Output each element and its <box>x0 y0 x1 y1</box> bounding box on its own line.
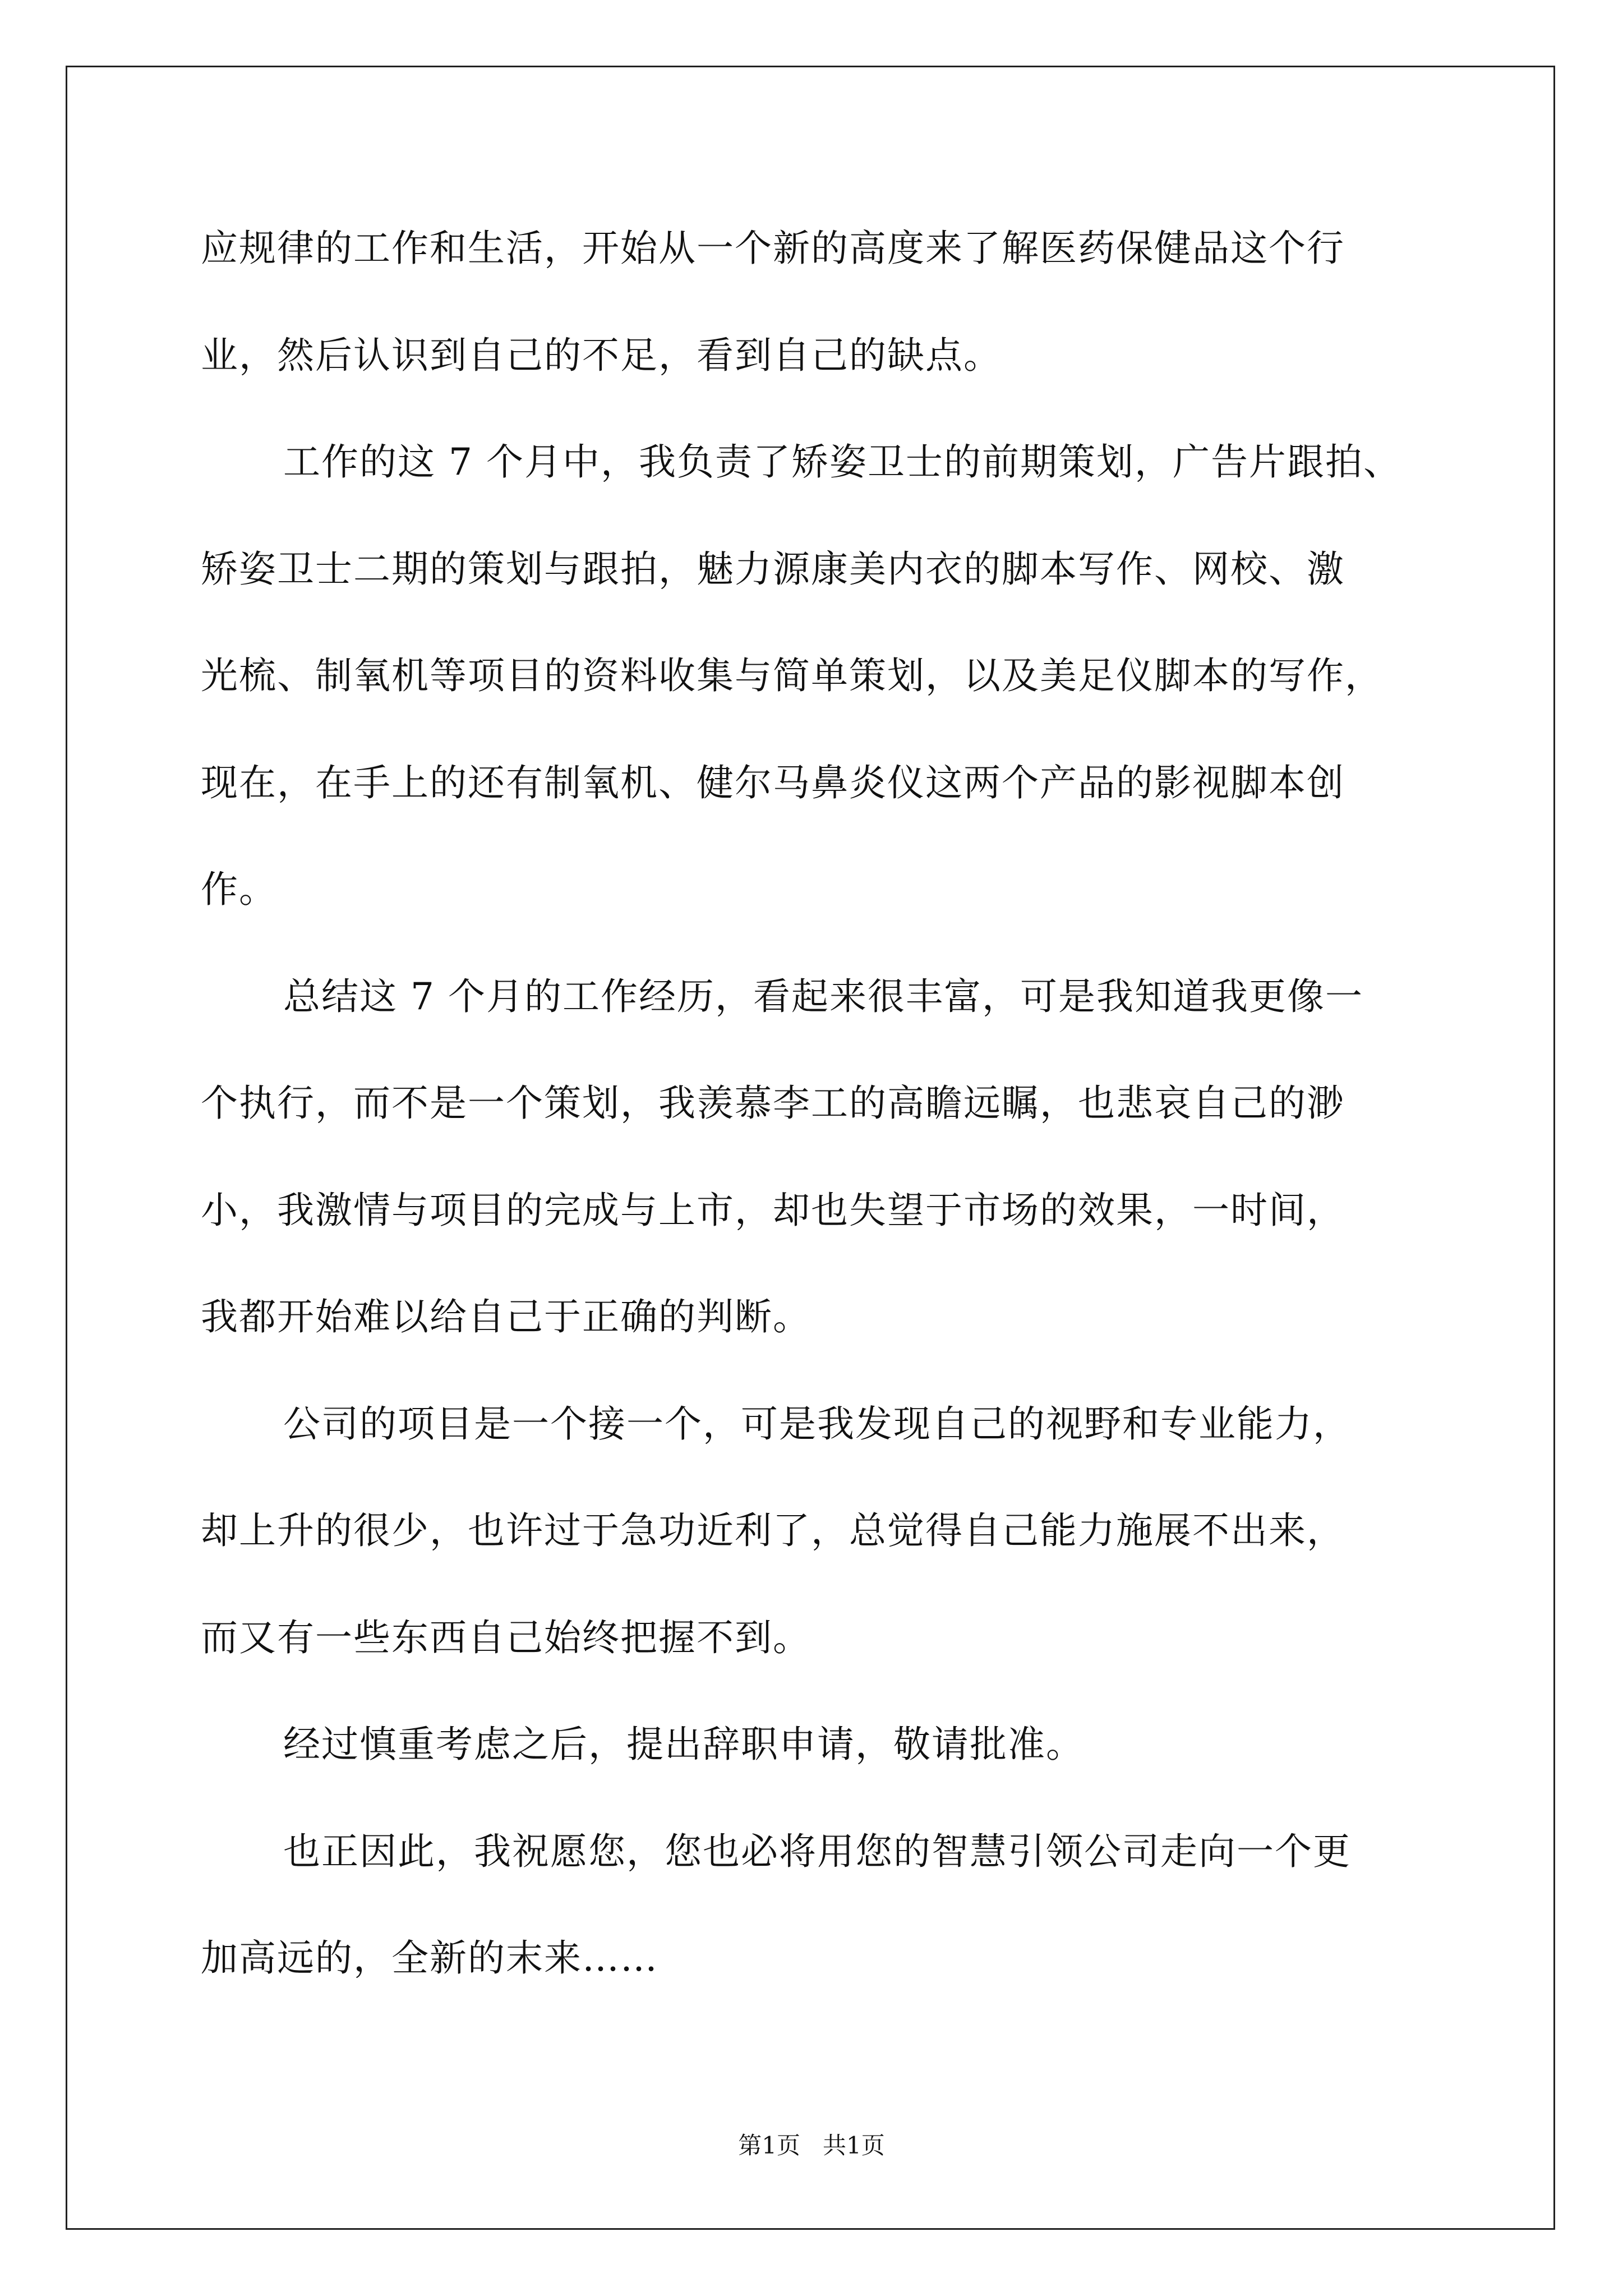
paragraph-6-line-2: 加高远的，全新的末来…… <box>201 1936 658 1980</box>
paragraph-2-line-4: 现在，在手上的还有制氧机、健尔马鼻炎仪这两个产品的影视脚本创 <box>201 761 1345 804</box>
paragraph-4-line-1: 公司的项目是一个接一个，可是我发现自己的视野和专业能力， <box>283 1402 1351 1446</box>
paragraph-3-line-3: 小，我激情与项目的完成与上市，却也失望于市场的效果，一时间， <box>201 1189 1345 1232</box>
paragraph-2-line-2: 矫姿卫士二期的策划与跟拍，魅力源康美内衣的脚本写作、网校、激 <box>201 547 1345 591</box>
paragraph-3-line-4: 我都开始难以给自己于正确的判断。 <box>201 1295 811 1338</box>
paragraph-5-line-1: 经过慎重考虑之后，提出辞职申请，敬请批准。 <box>283 1723 1084 1766</box>
paragraph-6-line-1: 也正因此，我祝愿您，您也必将用您的智慧引领公司走向一个更 <box>283 1830 1351 1873</box>
paragraph-4-line-3: 而又有一些东西自己始终把握不到。 <box>201 1616 811 1659</box>
paragraph-3-line-1: 总结这 7 个月的工作经历，看起来很丰富，可是我知道我更像一 <box>283 975 1363 1018</box>
paragraph-2-line-3: 光梳、制氧机等项目的资料收集与简单策划，以及美足仪脚本的写作， <box>201 654 1383 697</box>
paragraph-1-line-2: 业，然后认识到自己的不足，看到自己的缺点。 <box>201 334 1002 377</box>
paragraph-3-line-2: 个执行，而不是一个策划，我羡慕李工的高瞻远瞩，也悲哀自己的渺 <box>201 1082 1345 1125</box>
page-border <box>66 66 1555 2230</box>
paragraph-1-line-1: 应规律的工作和生活，开始从一个新的高度来了解医药保健品这个行 <box>201 227 1345 270</box>
paragraph-2-line-5: 作。 <box>201 868 277 911</box>
paragraph-4-line-2: 却上升的很少，也许过于急功近利了，总觉得自己能力施展不出来， <box>201 1509 1345 1552</box>
paragraph-2-line-1: 工作的这 7 个月中，我负责了矫姿卫士的前期策划，广告片跟拍、 <box>283 440 1401 484</box>
page-footer: 第1页 共1页 <box>738 2132 885 2159</box>
